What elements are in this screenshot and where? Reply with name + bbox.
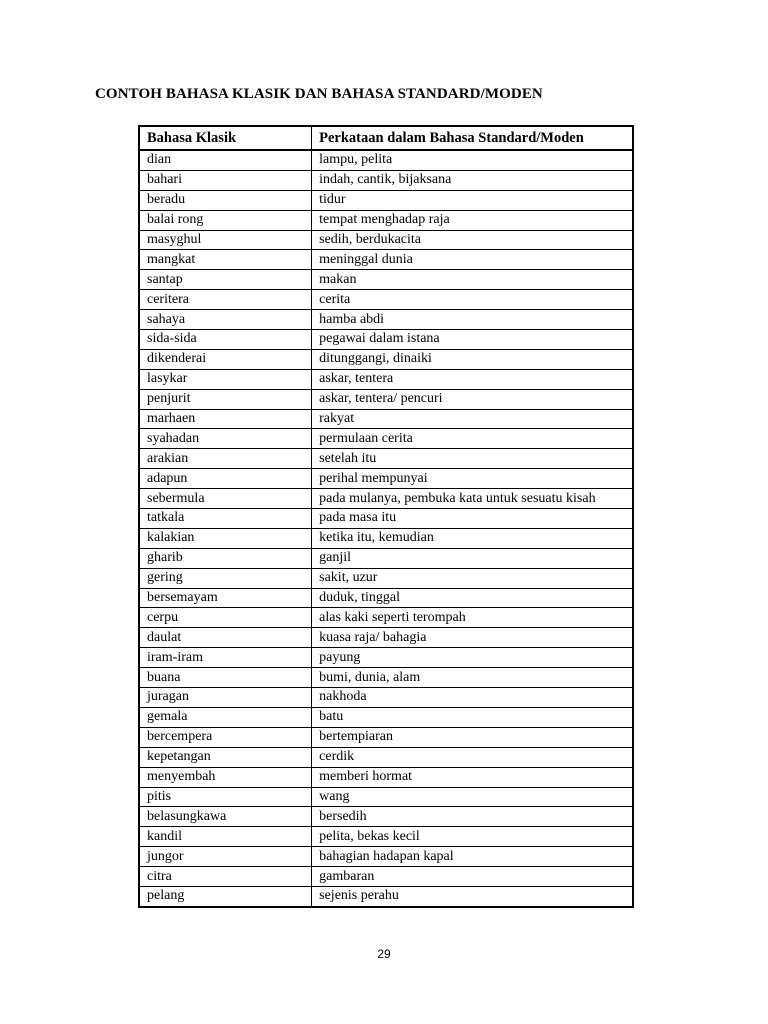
modern-word-cell: perihal mempunyai: [312, 469, 633, 489]
modern-word-cell: sejenis perahu: [312, 886, 633, 906]
table-row: [139, 787, 633, 807]
modern-word-cell: askar, tentera: [312, 369, 633, 389]
table-row: [139, 847, 633, 867]
classic-word-cell: buana: [139, 668, 312, 688]
table-row: [139, 290, 633, 310]
table-row: [139, 369, 633, 389]
table-row: [139, 827, 633, 847]
modern-word-cell: pegawai dalam istana: [312, 330, 633, 350]
classic-word-cell: bersemayam: [139, 588, 312, 608]
classic-word-cell: beradu: [139, 190, 312, 210]
modern-word-cell: meninggal dunia: [312, 250, 633, 270]
modern-word-cell: setelah itu: [312, 449, 633, 469]
classic-word-cell: marhaen: [139, 409, 312, 429]
classic-word-cell: pelang: [139, 886, 312, 906]
modern-word-cell: sedih, berdukacita: [312, 230, 633, 250]
modern-word-cell: pada mulanya, pembuka kata untuk sesuatu kisah: [312, 489, 633, 509]
table-header-row: [139, 126, 633, 150]
classic-word-cell: iram-iram: [139, 648, 312, 668]
column-header-classic: Bahasa Klasik: [139, 126, 312, 150]
modern-word-cell: duduk, tinggal: [312, 588, 633, 608]
classic-word-cell: santap: [139, 270, 312, 290]
modern-word-cell: memberi hormat: [312, 767, 633, 787]
modern-word-cell: permulaan cerita: [312, 429, 633, 449]
classic-word-cell: menyembah: [139, 767, 312, 787]
modern-word-cell: pelita, bekas kecil: [312, 827, 633, 847]
classic-word-cell: ceritera: [139, 290, 312, 310]
classic-word-cell: dian: [139, 150, 312, 170]
table-body: [139, 150, 633, 907]
table-row: [139, 270, 633, 290]
modern-word-cell: alas kaki seperti terompah: [312, 608, 633, 628]
table-row: [139, 628, 633, 648]
modern-word-cell: wang: [312, 787, 633, 807]
document-title: CONTOH BAHASA KLASIK DAN BAHASA STANDARD/MODEN: [95, 86, 543, 102]
modern-word-cell: batu: [312, 707, 633, 727]
modern-word-cell: hamba abdi: [312, 310, 633, 330]
table-row: [139, 489, 633, 509]
modern-word-cell: askar, tentera/ pencuri: [312, 389, 633, 409]
table-row: [139, 210, 633, 230]
classic-word-cell: penjurit: [139, 389, 312, 409]
table-row: [139, 648, 633, 668]
table-row: [139, 707, 633, 727]
table-row: [139, 230, 633, 250]
table-row: [139, 250, 633, 270]
table-row: [139, 170, 633, 190]
table-row: [139, 310, 633, 330]
classic-word-cell: gemala: [139, 707, 312, 727]
modern-word-cell: nakhoda: [312, 688, 633, 708]
modern-word-cell: ganjil: [312, 548, 633, 568]
table-row: [139, 807, 633, 827]
table-row: [139, 727, 633, 747]
modern-word-cell: kuasa raja/ bahagia: [312, 628, 633, 648]
table-row: [139, 588, 633, 608]
modern-word-cell: ditunggangi, dinaiki: [312, 349, 633, 369]
classic-word-cell: cerpu: [139, 608, 312, 628]
modern-word-cell: sakit, uzur: [312, 568, 633, 588]
table-row: [139, 349, 633, 369]
table-row: [139, 150, 633, 170]
table-row: [139, 747, 633, 767]
modern-word-cell: indah, cantik, bijaksana: [312, 170, 633, 190]
table-row: [139, 389, 633, 409]
classic-word-cell: bercempera: [139, 727, 312, 747]
classic-word-cell: kepetangan: [139, 747, 312, 767]
table-row: [139, 608, 633, 628]
classic-word-cell: dikenderai: [139, 349, 312, 369]
table-row: [139, 886, 633, 906]
classic-word-cell: pitis: [139, 787, 312, 807]
classic-word-cell: juragan: [139, 688, 312, 708]
table-row: [139, 867, 633, 887]
modern-word-cell: gambaran: [312, 867, 633, 887]
modern-word-cell: ketika itu, kemudian: [312, 528, 633, 548]
modern-word-cell: bahagian hadapan kapal: [312, 847, 633, 867]
classic-word-cell: balai rong: [139, 210, 312, 230]
classic-word-cell: belasungkawa: [139, 807, 312, 827]
classic-word-cell: adapun: [139, 469, 312, 489]
modern-word-cell: makan: [312, 270, 633, 290]
table-row: [139, 469, 633, 489]
table-row: [139, 509, 633, 529]
table-row: [139, 767, 633, 787]
classic-word-cell: sahaya: [139, 310, 312, 330]
table-row: [139, 548, 633, 568]
table-row: [139, 429, 633, 449]
classic-word-cell: masyghul: [139, 230, 312, 250]
classic-word-cell: citra: [139, 867, 312, 887]
table-row: [139, 190, 633, 210]
table-row: [139, 528, 633, 548]
classic-word-cell: arakian: [139, 449, 312, 469]
page-number: 29: [377, 947, 391, 961]
table-row: [139, 668, 633, 688]
modern-word-cell: bumi, dunia, alam: [312, 668, 633, 688]
classic-word-cell: sida-sida: [139, 330, 312, 350]
modern-word-cell: cerita: [312, 290, 633, 310]
modern-word-cell: tidur: [312, 190, 633, 210]
table-row: [139, 568, 633, 588]
modern-word-cell: cerdik: [312, 747, 633, 767]
modern-word-cell: payung: [312, 648, 633, 668]
classic-word-cell: bahari: [139, 170, 312, 190]
classic-word-cell: kalakian: [139, 528, 312, 548]
classic-word-cell: lasykar: [139, 369, 312, 389]
table-row: [139, 688, 633, 708]
classic-word-cell: jungor: [139, 847, 312, 867]
classic-word-cell: gharib: [139, 548, 312, 568]
table-row: [139, 409, 633, 429]
modern-word-cell: rakyat: [312, 409, 633, 429]
classic-word-cell: mangkat: [139, 250, 312, 270]
classic-word-cell: tatkala: [139, 509, 312, 529]
modern-word-cell: pada masa itu: [312, 509, 633, 529]
table-row: [139, 449, 633, 469]
modern-word-cell: bertempiaran: [312, 727, 633, 747]
classic-word-cell: sebermula: [139, 489, 312, 509]
classic-word-cell: kandil: [139, 827, 312, 847]
classic-word-cell: daulat: [139, 628, 312, 648]
column-header-modern: Perkataan dalam Bahasa Standard/Moden: [312, 126, 633, 150]
classic-word-cell: syahadan: [139, 429, 312, 449]
modern-word-cell: lampu, pelita: [312, 150, 633, 170]
modern-word-cell: bersedih: [312, 807, 633, 827]
classic-word-cell: gering: [139, 568, 312, 588]
table-row: [139, 330, 633, 350]
modern-word-cell: tempat menghadap raja: [312, 210, 633, 230]
vocabulary-table: [138, 125, 634, 908]
